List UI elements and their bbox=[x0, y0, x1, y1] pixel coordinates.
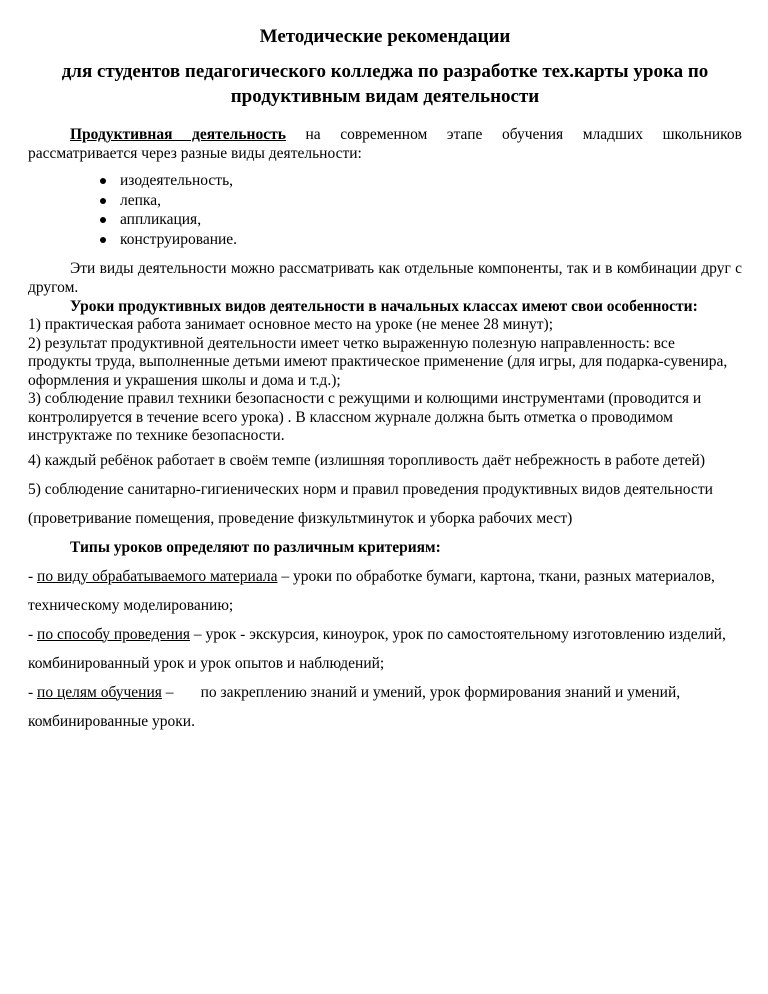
type-criterion: по способу проведения bbox=[37, 625, 191, 643]
intro-paragraph bbox=[28, 125, 742, 163]
type-item: - по способу проведения – урок - экскурсия, киноурок, урок по самостоятельному изготовлению изделий, комбинированный урок и урок опытов и наблюдений; bbox=[28, 625, 726, 672]
intro-text: на современном этапе обучения младших школьников рассматривается через разные виды деятельности: bbox=[28, 126, 742, 162]
feature-item: 2) результат продуктивной деятельности имеет четко выраженную полезную направленность: все продукты труда, выполненные детьми имеют практическое применение (для игры, для подарка-сувенира, оформления и украшения школы и дома и т.д.); bbox=[28, 334, 728, 389]
combination-paragraph: Эти виды деятельности можно рассматривать как отдельные компоненты, так и в комбинации друг с другом. bbox=[28, 260, 742, 296]
document-subtitle: для студентов педагогического колледжа по разработке тех.карты урока по продуктивным видам деятельности bbox=[61, 61, 709, 107]
feature-item: 5) соблюдение санитарно-гигиенических норм и правил проведения продуктивных видов деятельности (проветривание помещения, проведение физкультминуток и уборка рабочих мест) bbox=[28, 480, 713, 527]
bullet-icon bbox=[100, 178, 106, 184]
list-item: аппликация, bbox=[98, 210, 742, 230]
activities-list bbox=[28, 171, 742, 249]
list-item: изодеятельность, bbox=[98, 171, 742, 191]
types-heading: Типы уроков определяют по различным критериям: bbox=[70, 538, 441, 556]
feature-item: 1) практическая работа занимает основное место на уроке (не менее 28 минут); bbox=[28, 316, 554, 333]
bullet-icon bbox=[100, 237, 106, 243]
features-list bbox=[28, 316, 742, 446]
bullet-icon bbox=[100, 198, 106, 204]
intro-term: Продуктивная деятельность bbox=[70, 126, 286, 143]
list-item: лепка, bbox=[98, 191, 742, 211]
list-item: конструирование. bbox=[98, 230, 742, 250]
features-heading: Уроки продуктивных видов деятельности в начальных классах имеют свои особенности: bbox=[70, 298, 698, 315]
feature-item: 3) соблюдение правил техники безопасности с режущими и колющими инструментами (проводится и контролируется в течение всего урока) . В классном журнале должна быть отметка о проводимом инструктаже по технике безопасности. bbox=[28, 390, 702, 444]
document-title: Методические рекомендации bbox=[259, 26, 511, 47]
type-item: - по целям обучения – по закреплению знаний и умений, урок формирования знаний и умений, комбинированные уроки. bbox=[28, 683, 685, 730]
type-criterion: по целям обучения bbox=[37, 683, 162, 701]
type-criterion: по виду обрабатываемого материала bbox=[37, 567, 278, 585]
types-list bbox=[28, 562, 742, 736]
features-list-continued bbox=[28, 446, 742, 533]
feature-item: 4) каждый ребёнок работает в своём темпе (излишняя торопливость даёт небрежность в работе детей) bbox=[28, 451, 705, 469]
type-item: - по виду обрабатываемого материала – уроки по обработке бумаги, картона, ткани, разных материалов, техническому моделированию; bbox=[28, 567, 715, 614]
document-page bbox=[28, 24, 742, 736]
bullet-icon bbox=[100, 217, 106, 223]
